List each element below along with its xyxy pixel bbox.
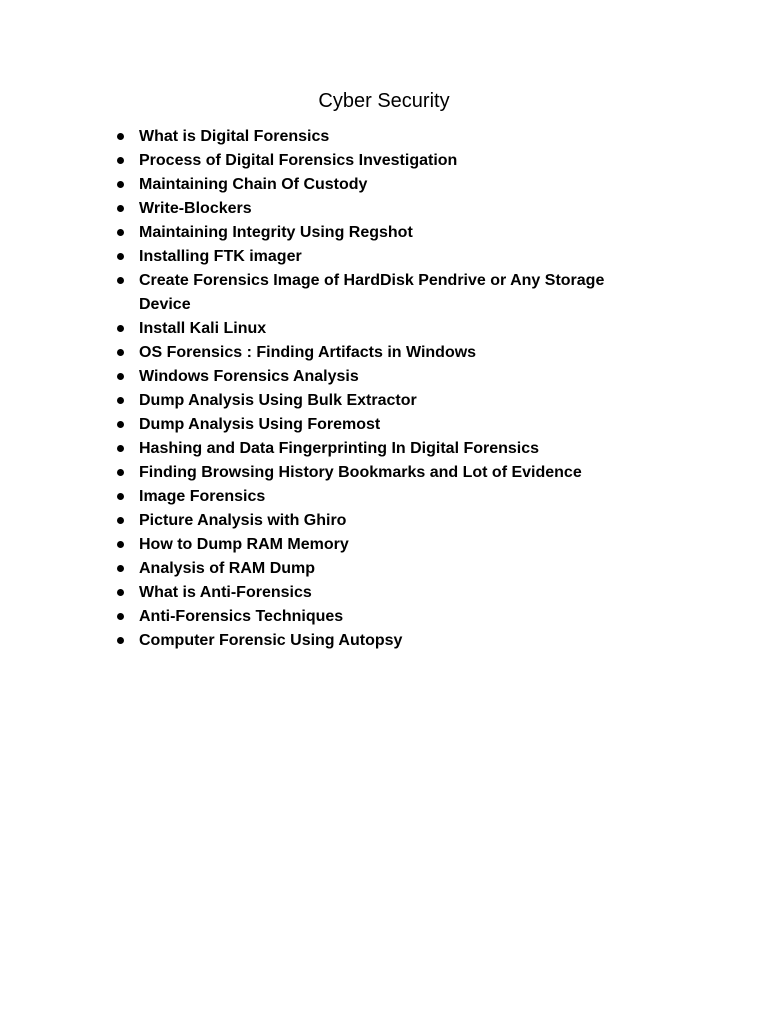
list-item: [139, 197, 639, 221]
bullet-icon: [117, 277, 124, 284]
list-item-text: OS Forensics : Finding Artifacts in Windows: [139, 344, 477, 361]
list-item: [139, 365, 639, 389]
bullet-icon: [117, 373, 124, 380]
bullet-icon: [117, 229, 124, 236]
bullet-icon: [117, 421, 124, 428]
list-item: [139, 149, 639, 173]
bullet-icon: [117, 589, 124, 596]
list-item-text: Create Forensics Image of HardDisk Pendrive or Any Storage Device: [139, 272, 605, 313]
page-title: Cyber Security: [318, 90, 450, 112]
list-item-text: How to Dump RAM Memory: [139, 536, 349, 553]
list-item: [139, 437, 639, 461]
list-item: [139, 317, 639, 341]
bullet-icon: [117, 637, 124, 644]
list-item-text: Installing FTK imager: [139, 248, 302, 265]
list-item: [139, 221, 639, 245]
list-item: [139, 269, 639, 317]
list-item: [139, 629, 639, 653]
list-item-text: Anti-Forensics Techniques: [139, 608, 344, 625]
bullet-icon: [117, 253, 124, 260]
bullet-icon: [117, 181, 124, 188]
list-item-text: Maintaining Chain Of Custody: [139, 176, 368, 193]
bullet-icon: [117, 205, 124, 212]
list-item: [139, 485, 639, 509]
list-item: [139, 461, 639, 485]
bullet-icon: [117, 517, 124, 524]
list-item: [139, 245, 639, 269]
list-item: [139, 389, 639, 413]
list-item: [139, 125, 639, 149]
bullet-icon: [117, 397, 124, 404]
list-item-text: Dump Analysis Using Foremost: [139, 416, 381, 433]
bullet-icon: [117, 541, 124, 548]
list-item: [139, 557, 639, 581]
list-item-text: Windows Forensics Analysis: [139, 368, 359, 385]
bullet-icon: [117, 325, 124, 332]
list-item-text: Process of Digital Forensics Investigation: [139, 152, 458, 169]
bullet-icon: [117, 493, 124, 500]
list-item-text: Maintaining Integrity Using Regshot: [139, 224, 413, 241]
list-item-text: Computer Forensic Using Autopsy: [139, 632, 403, 649]
bullet-icon: [117, 349, 124, 356]
list-item-text: Hashing and Data Fingerprinting In Digital Forensics: [139, 440, 540, 457]
bullet-icon: [117, 565, 124, 572]
list-item-text: Image Forensics: [139, 488, 266, 505]
list-item: [139, 509, 639, 533]
list-item-text: Dump Analysis Using Bulk Extractor: [139, 392, 417, 409]
list-item: [139, 413, 639, 437]
list-item: [139, 341, 639, 365]
bullet-icon: [117, 469, 124, 476]
topic-list: [139, 125, 639, 653]
bullet-icon: [117, 613, 124, 620]
bullet-icon: [117, 133, 124, 140]
list-item-text: Analysis of RAM Dump: [139, 560, 316, 577]
list-item-text: Picture Analysis with Ghiro: [139, 512, 347, 529]
list-item-text: Install Kali Linux: [139, 320, 267, 337]
list-item: [139, 605, 639, 629]
list-item-text: Finding Browsing History Bookmarks and Lot of Evidence: [139, 464, 582, 481]
list-item-text: What is Digital Forensics: [139, 128, 330, 145]
list-item-text: Write-Blockers: [139, 200, 252, 217]
list-item: [139, 581, 639, 605]
bullet-icon: [117, 157, 124, 164]
list-item-text: What is Anti-Forensics: [139, 584, 312, 601]
list-item: [139, 173, 639, 197]
list-item: [139, 533, 639, 557]
bullet-icon: [117, 445, 124, 452]
